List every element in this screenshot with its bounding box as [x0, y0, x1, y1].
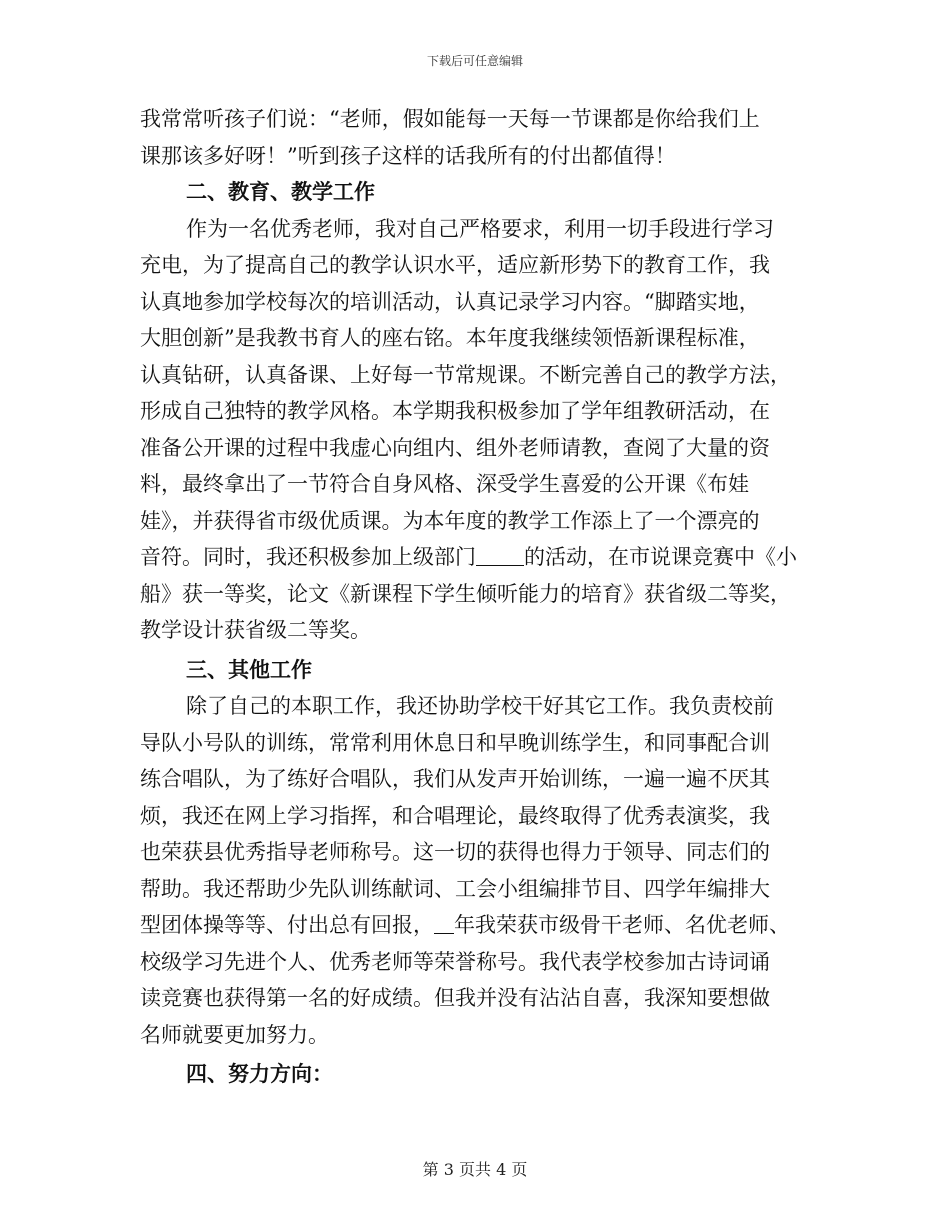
paragraph-line: 名师就要更加努力。 [140, 1022, 329, 1047]
paragraph-line: 形成自己独特的教学风格。本学期我积极参加了学年组教研活动，在 [140, 399, 770, 423]
paragraph-line: 大胆创新”是我教书育人的座右铭。本年度我继续领悟新课程标准， [140, 326, 760, 350]
paragraph-line: 除了自己的本职工作，我还协助学校干好其它工作。我负责校前 [186, 694, 774, 718]
paragraph-line: 娃》，并获得省市级优质课。为本年度的教学工作添上了一个漂亮的 [140, 508, 760, 533]
paragraph-line: 作为一名优秀老师，我对自己严格要求，利用一切手段进行学习 [186, 216, 774, 241]
fill-blank [434, 913, 454, 934]
document-body [140, 101, 810, 1093]
paragraph-line: 准备公开课的过程中我虚心向组内、组外老师请教，查阅了大量的资 [140, 435, 770, 460]
page-number: 第 3 页共 4 页 [422, 1160, 528, 1179]
paragraph-line: 读竞赛也获得第一名的好成绩。但我并没有沾沾自喜，我深知要想做 [140, 986, 770, 1010]
paragraph-line [140, 907, 810, 944]
paragraph-line: 料，最终拿出了一节符合自身风格、深受学生喜爱的公开课《布娃 [140, 472, 749, 496]
page-header: 下载后可任意编辑 [426, 54, 523, 68]
section-heading-direction: 四、努力方向： [186, 1061, 333, 1086]
paragraph-line: 烦，我还在网上学习指挥，和合唱理论，最终取得了优秀表演奖，我 [140, 803, 770, 828]
section-heading-other-work: 三、其他工作 [186, 656, 312, 682]
paragraph-line: 也荣获县优秀指导老师称号。这一切的获得也得力于领导、同志们的 [140, 840, 770, 864]
paragraph-line: 船》获一等奖，论文《新课程下学生倾听能力的培育》获省级二等奖， [140, 581, 791, 606]
paragraph-line [140, 539, 810, 576]
line-segment: 年我荣获市级骨干老师、名优老师、 [454, 913, 790, 937]
paragraph-line: 认真地参加学校每次的培训活动，认真记录学习内容。“脚踏实地， [140, 289, 760, 314]
paragraph-line: 教学设计获省级二等奖。 [140, 618, 371, 642]
line-segment: 音符。同时，我还积极参加上级部门 [140, 545, 476, 569]
paragraph-line: 充电，为了提高自己的教学认识水平，适应新形势下的教育工作，我 [140, 253, 770, 277]
paragraph-line: 导队小号队的训练，常常利用休息日和早晚训练学生，和同事配合训 [140, 730, 770, 755]
paragraph-line: 校级学习先进个人、优秀老师等荣誉称号。我代表学校参加古诗词诵 [140, 949, 770, 974]
paragraph-line: 练合唱队，为了练好合唱队，我们从发声开始训练，一遍一遍不厌其 [140, 767, 770, 791]
paragraph-line: 认真钻研，认真备课、上好每一节常规课。不断完善自己的教学方法， [140, 362, 791, 387]
line-segment: 的活动，在市说课竞赛中《小 [524, 545, 797, 569]
paragraph-line: 帮助。我还帮助少先队训练献词、工会小组编排节目、四学年编排大 [140, 876, 770, 901]
paragraph-line: 我常常听孩子们说：“老师，假如能每一天每一节课都是你给我们上 [140, 107, 760, 131]
section-heading-education: 二、教育、教学工作 [186, 179, 375, 204]
fill-blank [476, 545, 524, 566]
line-segment: 型团体操等等、付出总有回报， [140, 913, 434, 937]
paragraph-line: 课那该多好呀！”听到孩子这样的话我所有的付出都值得！ [140, 143, 676, 168]
